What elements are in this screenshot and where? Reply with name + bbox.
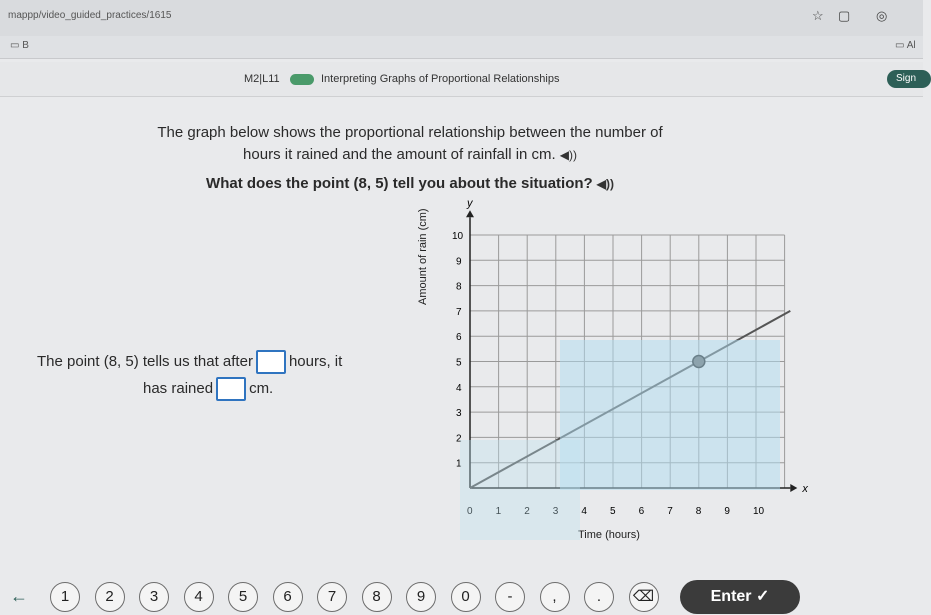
x-tick-label: 5 — [610, 506, 616, 517]
bookmark-item[interactable]: ▭ B — [10, 40, 29, 51]
question-line-1: The graph below shows the proportional relationship between the number of — [157, 124, 663, 141]
speaker-icon[interactable]: ◀)) — [559, 148, 577, 162]
keypad-key[interactable]: 6 — [273, 582, 303, 612]
x-tick-label: 8 — [695, 506, 702, 517]
keypad-key[interactable]: , — [540, 582, 570, 612]
x-tick-label: 6 — [638, 506, 645, 517]
x-tick-label: 3 — [552, 506, 559, 517]
lesson-badge-icon — [290, 74, 314, 85]
x-tick-label: 2 — [524, 506, 530, 517]
y-tick-label: 3 — [456, 408, 462, 420]
x-axis-letter: x — [802, 483, 808, 495]
extension-icon[interactable]: ▢ — [838, 8, 851, 23]
y-tick-label: 4 — [456, 382, 462, 394]
url-text[interactable]: mappp/video_guided_practices/1615 — [8, 10, 172, 21]
bookmark-item-right[interactable]: ▭ Al — [895, 40, 916, 51]
keypad-key[interactable]: 5 — [228, 582, 258, 612]
question-prompt: What does the point (8, 5) tell you about the situation? ◀)) — [206, 175, 614, 192]
y-axis-arrow-icon — [466, 210, 474, 217]
y-axis-title: Amount of rain (cm) — [417, 208, 429, 305]
keypad-key[interactable]: 0 — [451, 582, 481, 612]
keypad-key[interactable]: 3 — [139, 582, 169, 612]
keypad-key[interactable]: - — [495, 582, 525, 612]
y-tick-label: 8 — [456, 281, 462, 293]
profile-icon[interactable]: ◎ — [876, 8, 888, 23]
x-tick-label: 10 — [753, 506, 765, 517]
keypad-key[interactable]: . — [584, 582, 614, 612]
x-axis-title: Time (hours) — [578, 529, 640, 541]
rainfall-graph — [418, 197, 808, 525]
x-tick-label: 7 — [667, 506, 673, 517]
keypad-key[interactable]: 4 — [184, 582, 214, 612]
keypad-key[interactable]: 8 — [362, 582, 392, 612]
speaker-icon[interactable]: ◀)) — [596, 177, 614, 191]
highlighted-point — [693, 356, 705, 368]
x-tick-label: 4 — [581, 506, 587, 517]
y-tick-label: 10 — [452, 231, 464, 242]
rainfall-answer-input[interactable] — [216, 377, 246, 401]
browser-address-bar[interactable] — [0, 0, 923, 36]
lesson-code: M2|L11 — [244, 73, 280, 85]
keypad-key[interactable]: 2 — [95, 582, 125, 612]
bookmarks-bar — [0, 36, 923, 59]
hours-answer-input[interactable] — [256, 350, 286, 374]
y-tick-label: 9 — [456, 256, 462, 268]
y-tick-label: 6 — [456, 332, 462, 344]
lesson-header — [0, 62, 923, 97]
x-axis-arrow-icon — [790, 484, 797, 492]
keypad-key[interactable]: 9 — [406, 582, 436, 612]
y-axis-letter: y — [467, 197, 473, 210]
y-tick-label: 7 — [456, 306, 462, 318]
proportional-line — [470, 311, 790, 488]
x-tick-label: 9 — [724, 506, 730, 517]
question-line-2: hours it rained and the amount of rainfall in cm. ◀)) — [243, 146, 577, 163]
y-tick-label: 2 — [456, 433, 462, 445]
sign-in-button[interactable]: Sign — [887, 70, 931, 88]
star-icon[interactable]: ☆ — [812, 8, 824, 23]
y-tick-label: 1 — [456, 458, 462, 470]
keypad-key[interactable]: 1 — [50, 582, 80, 612]
keypad-key[interactable]: ⌫ — [629, 582, 659, 612]
answer-line-1: The point (8, 5) tells us that after hours, it — [37, 350, 342, 374]
answer-line-2: has rained cm. — [143, 377, 273, 401]
number-keypad — [0, 572, 923, 615]
keypad-key[interactable]: 7 — [317, 582, 347, 612]
enter-button[interactable]: Enter ✓ — [680, 580, 800, 614]
x-tick-label: 0 — [467, 506, 473, 517]
y-tick-label: 5 — [456, 357, 462, 369]
lesson-title: Interpreting Graphs of Proportional Relationships — [321, 73, 560, 85]
x-tick-label: 1 — [495, 506, 502, 517]
back-arrow-icon[interactable]: ← — [10, 586, 28, 606]
